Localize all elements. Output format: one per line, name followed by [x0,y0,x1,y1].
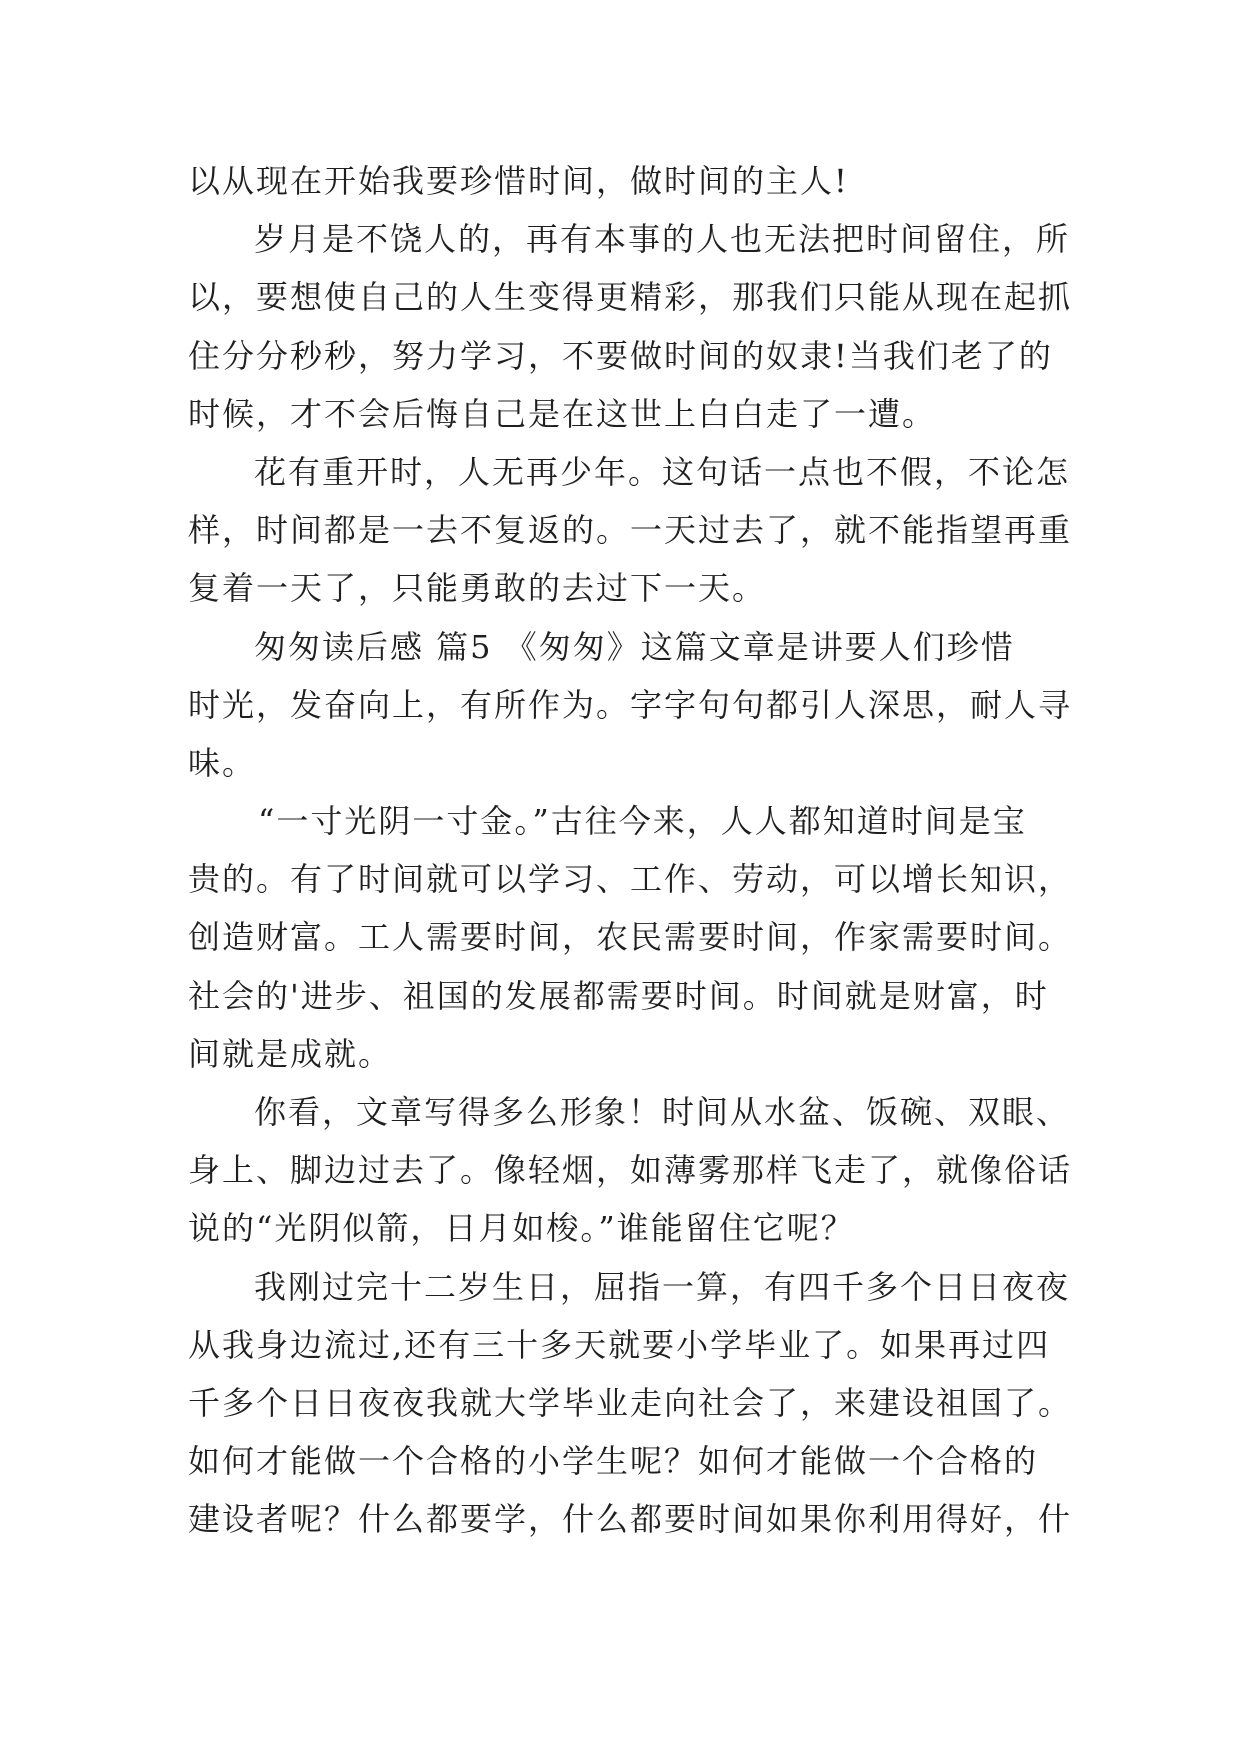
text-line: 味。 [188,743,257,782]
text-line: 我刚过完十二岁生日，屈指一算，有四千多个日日夜夜 [254,1267,1071,1306]
text-line: “一寸光阴一寸金。”古往今来，人人都知道时间是宝 [258,802,1027,841]
text-line: 你看，文章写得多么形象！时间从水盆、饭碗、双眼、 [254,1093,1071,1131]
text-line: 社会的'进步、祖国的发展都需要时间。时间就是财富，时 [188,976,1049,1015]
text-line: 说的“光阴似箭，日月如梭。”谁能留住它呢？ [188,1209,855,1248]
text-line: 从我身边流过,还有三十多天就要小学毕业了。如果再过四 [188,1325,1051,1364]
text-line: 时候，才不会后悔自己是在这世上白白走了一遭。 [188,394,937,433]
text-line: 千多个日日夜夜我就大学毕业走向社会了，来建设祖国了。 [188,1383,1073,1422]
text-line: 建设者呢？什么都要学，什么都要时间如果你利用得好，什 [188,1500,1073,1539]
text-line: 时光，发奋向上，有所作为。字字句句都引人深思，耐人寻 [188,685,1073,724]
text-line: 花有重开时，人无再少年。这句话一点也不假，不论怎 [254,452,1071,491]
text-line: 创造财富。工人需要时间，农民需要时间，作家需要时间。 [188,918,1073,957]
text-line: 以从现在开始我要珍惜时间，做时间的主人! [188,162,849,200]
text-line: 身上、脚边过去了。像轻烟，如薄雾那样飞走了，就像俗话 [188,1151,1073,1190]
text-line: 复着一天了，只能勇敢的去过下一天。 [188,569,767,608]
text-line: 岁月是不饶人的，再有本事的人也无法把时间留住，所 [254,220,1071,259]
text-line: 以，要想使自己的人生变得更精彩，那我们只能从现在起抓 [188,278,1073,317]
text-line: 住分分秒秒，努力学习，不要做时间的奴隶!当我们老了的 [188,336,1053,375]
document-body [188,152,1073,1549]
text-line: 贵的。有了时间就可以学习、工作、劳动，可以增长知识， [188,860,1073,899]
text-line: 如何才能做一个合格的小学生呢？如何才能做一个合格的 [188,1442,1039,1481]
text-line: 间就是成就。 [188,1034,393,1073]
text-line: 样，时间都是一去不复返的。一天过去了，就不能指望再重 [188,511,1073,550]
section-heading-line: 匆匆读后感 篇5 《匆匆》这篇文章是讲要人们珍惜 [254,627,1015,666]
